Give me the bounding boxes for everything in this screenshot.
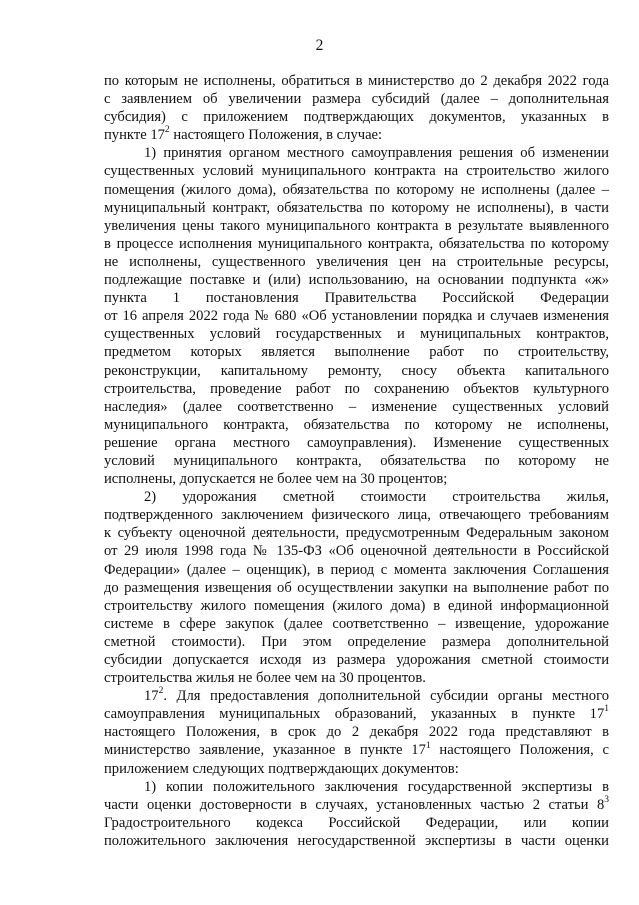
text-line <box>104 181 609 199</box>
text-line <box>104 108 609 126</box>
text-segment: условий муниципального контракта, обязательства по которому не <box>104 452 609 469</box>
text-line <box>104 741 609 759</box>
text-line <box>104 470 609 488</box>
text-line <box>104 235 609 253</box>
text-line <box>104 579 609 597</box>
text-line <box>104 669 609 687</box>
text-line <box>104 687 609 705</box>
text-line <box>104 144 609 162</box>
text-segment: субсидия) с приложением подтверждающих документов, указанных в <box>104 109 609 126</box>
superscript: 2 <box>164 125 170 136</box>
text-line <box>104 162 609 180</box>
text-segment: части оценки достоверности в случаях, установленных частью 2 статьи 8 <box>104 796 605 813</box>
page-number: 2 <box>315 37 324 54</box>
text-segment: пункте 17 <box>104 127 165 144</box>
text-segment: к субъекту оценочной деятельности, предусмотренным Федеральным законом <box>104 525 609 542</box>
text-segment: по которым не исполнены, обратиться в министерство до 2 декабря 2022 года <box>104 73 609 89</box>
text-segment: Федерации» (далее – оценщик), в период с момента заключения Соглашения <box>104 561 609 578</box>
text-line <box>104 307 609 325</box>
text-segment: Градостроительного кодекса Российской Федерации, или копии <box>104 814 609 831</box>
text-segment: от 16 апреля 2022 года № 680 «Об установлении порядка и случаев изменения <box>104 308 609 325</box>
text-line <box>104 506 609 524</box>
text-segment: муниципального контракта, обязательства по которому не исполнены, <box>104 416 609 433</box>
superscript: 1 <box>425 740 431 751</box>
superscript: 1 <box>604 704 609 715</box>
text-line <box>104 126 609 144</box>
text-segment: наследия» (далее соответственно – изменение существенных условий <box>104 398 609 415</box>
text-segment: самоуправления муниципальных образований, указанных в пункте 17 <box>104 706 605 723</box>
text-segment: настоящего Положения, с <box>430 742 609 759</box>
text-segment: существенных условий государственных и муниципальных контрактов, <box>104 326 609 343</box>
text-line <box>104 723 609 741</box>
text-segment: существенных условий муниципального контракта на строительство жилого <box>104 163 609 180</box>
text-line <box>104 651 609 669</box>
text-line <box>104 253 609 271</box>
text-segment: не исполнены, существенного увеличения цен на строительные ресурсы, <box>104 253 609 270</box>
text-line <box>104 542 609 560</box>
text-segment: 17 <box>144 688 159 705</box>
text-segment: 1) копии положительного заключения государственной экспертизы в <box>144 778 609 795</box>
text-line <box>104 597 609 615</box>
text-segment: настоящего Положения, в случае: <box>169 127 383 144</box>
text-segment: строительству жилого помещения (жилого дома) в единой информационной <box>104 597 609 614</box>
text-segment: увеличения цены такого муниципального контракта в результате выявленного <box>104 217 609 234</box>
superscript: 3 <box>604 794 609 805</box>
text-segment: подтвержденного заключением физического лица, отвечающего требованиям <box>104 507 609 524</box>
text-line <box>104 72 609 90</box>
text-line <box>104 199 609 217</box>
text-segment: муниципальный контракт, обязательства по которому не исполнены), в части <box>104 199 609 216</box>
text-segment: помещения (жилого дома), обязательства по которому не исполнены (далее – <box>104 181 609 198</box>
text-segment: предметом которых является выполнение работ по строительству, <box>104 344 609 361</box>
text-line <box>104 452 609 470</box>
text-segment: строительства, проведение работ по сохранению объектов культурного <box>104 380 609 397</box>
text-segment: решение органа местного самоуправления). Изменение существенных <box>104 434 609 451</box>
text-line <box>104 524 609 542</box>
text-segment: подлежащие поставке и (или) использованию, на основании подпункта «ж» <box>104 272 609 289</box>
text-line <box>104 217 609 235</box>
text-segment: исполнены, допускается не более чем на 30 процентов; <box>104 471 448 488</box>
text-segment: реконструкции, капитальному ремонту, сносу объекта капитального <box>104 362 609 379</box>
text-line <box>104 561 609 579</box>
text-line <box>104 380 609 398</box>
text-line <box>104 416 609 434</box>
text-line <box>104 488 609 506</box>
text-segment: субсидии допускается исходя из размера удорожания сметной стоимости <box>104 652 609 668</box>
text-line <box>104 289 609 307</box>
text-line <box>104 398 609 416</box>
text-segment: от 29 июля 1998 года № 135-ФЗ «Об оценочной деятельности в Российской <box>104 543 609 560</box>
text-segment: строительства жилья не более чем на 30 процентов. <box>104 670 426 687</box>
text-segment: пункта 1 постановления Правительства Российской Федерации <box>104 290 609 307</box>
text-line <box>104 705 609 723</box>
text-segment: 2) удорожания сметной стоимости строительства жилья, <box>144 489 609 506</box>
text-line <box>104 814 609 832</box>
text-line <box>104 343 609 361</box>
text-line <box>104 796 609 814</box>
text-segment: . Для предоставления дополнительной субсидии органы местного <box>163 688 609 705</box>
text-segment: с заявлением об увеличении размера субсидий (далее – дополнительная <box>104 91 609 108</box>
text-segment: до размещения извещения об осуществлении закупки на выполнение работ по <box>104 579 609 596</box>
text-line <box>104 615 609 633</box>
text-line <box>104 362 609 380</box>
text-segment: приложением следующих подтверждающих документов: <box>104 760 459 777</box>
text-line <box>104 271 609 289</box>
text-line <box>104 90 609 108</box>
text-line <box>104 434 609 452</box>
document-body <box>104 72 609 850</box>
text-line <box>104 832 609 850</box>
text-segment: 1) принятия органом местного самоуправления решения об изменении <box>144 145 609 162</box>
text-line <box>104 633 609 651</box>
text-line <box>104 325 609 343</box>
text-segment: системе в сфере закупок (далее соответственно – извещение, удорожание <box>104 615 609 632</box>
text-segment: в процессе исполнения муниципального контракта, обязательства по которому <box>104 235 609 252</box>
text-line <box>104 778 609 796</box>
text-segment: министерство заявление, указанное в пункте 17 <box>104 742 426 759</box>
superscript: 2 <box>158 686 164 697</box>
text-segment: положительного заключения негосударственной экспертизы в части оценки <box>104 832 609 849</box>
text-segment: сметной стоимости). При этом определение размера дополнительной <box>104 633 609 650</box>
text-segment: настоящего Положения, в срок до 2 декабря 2022 года представляют в <box>104 724 609 741</box>
text-line <box>104 760 609 778</box>
